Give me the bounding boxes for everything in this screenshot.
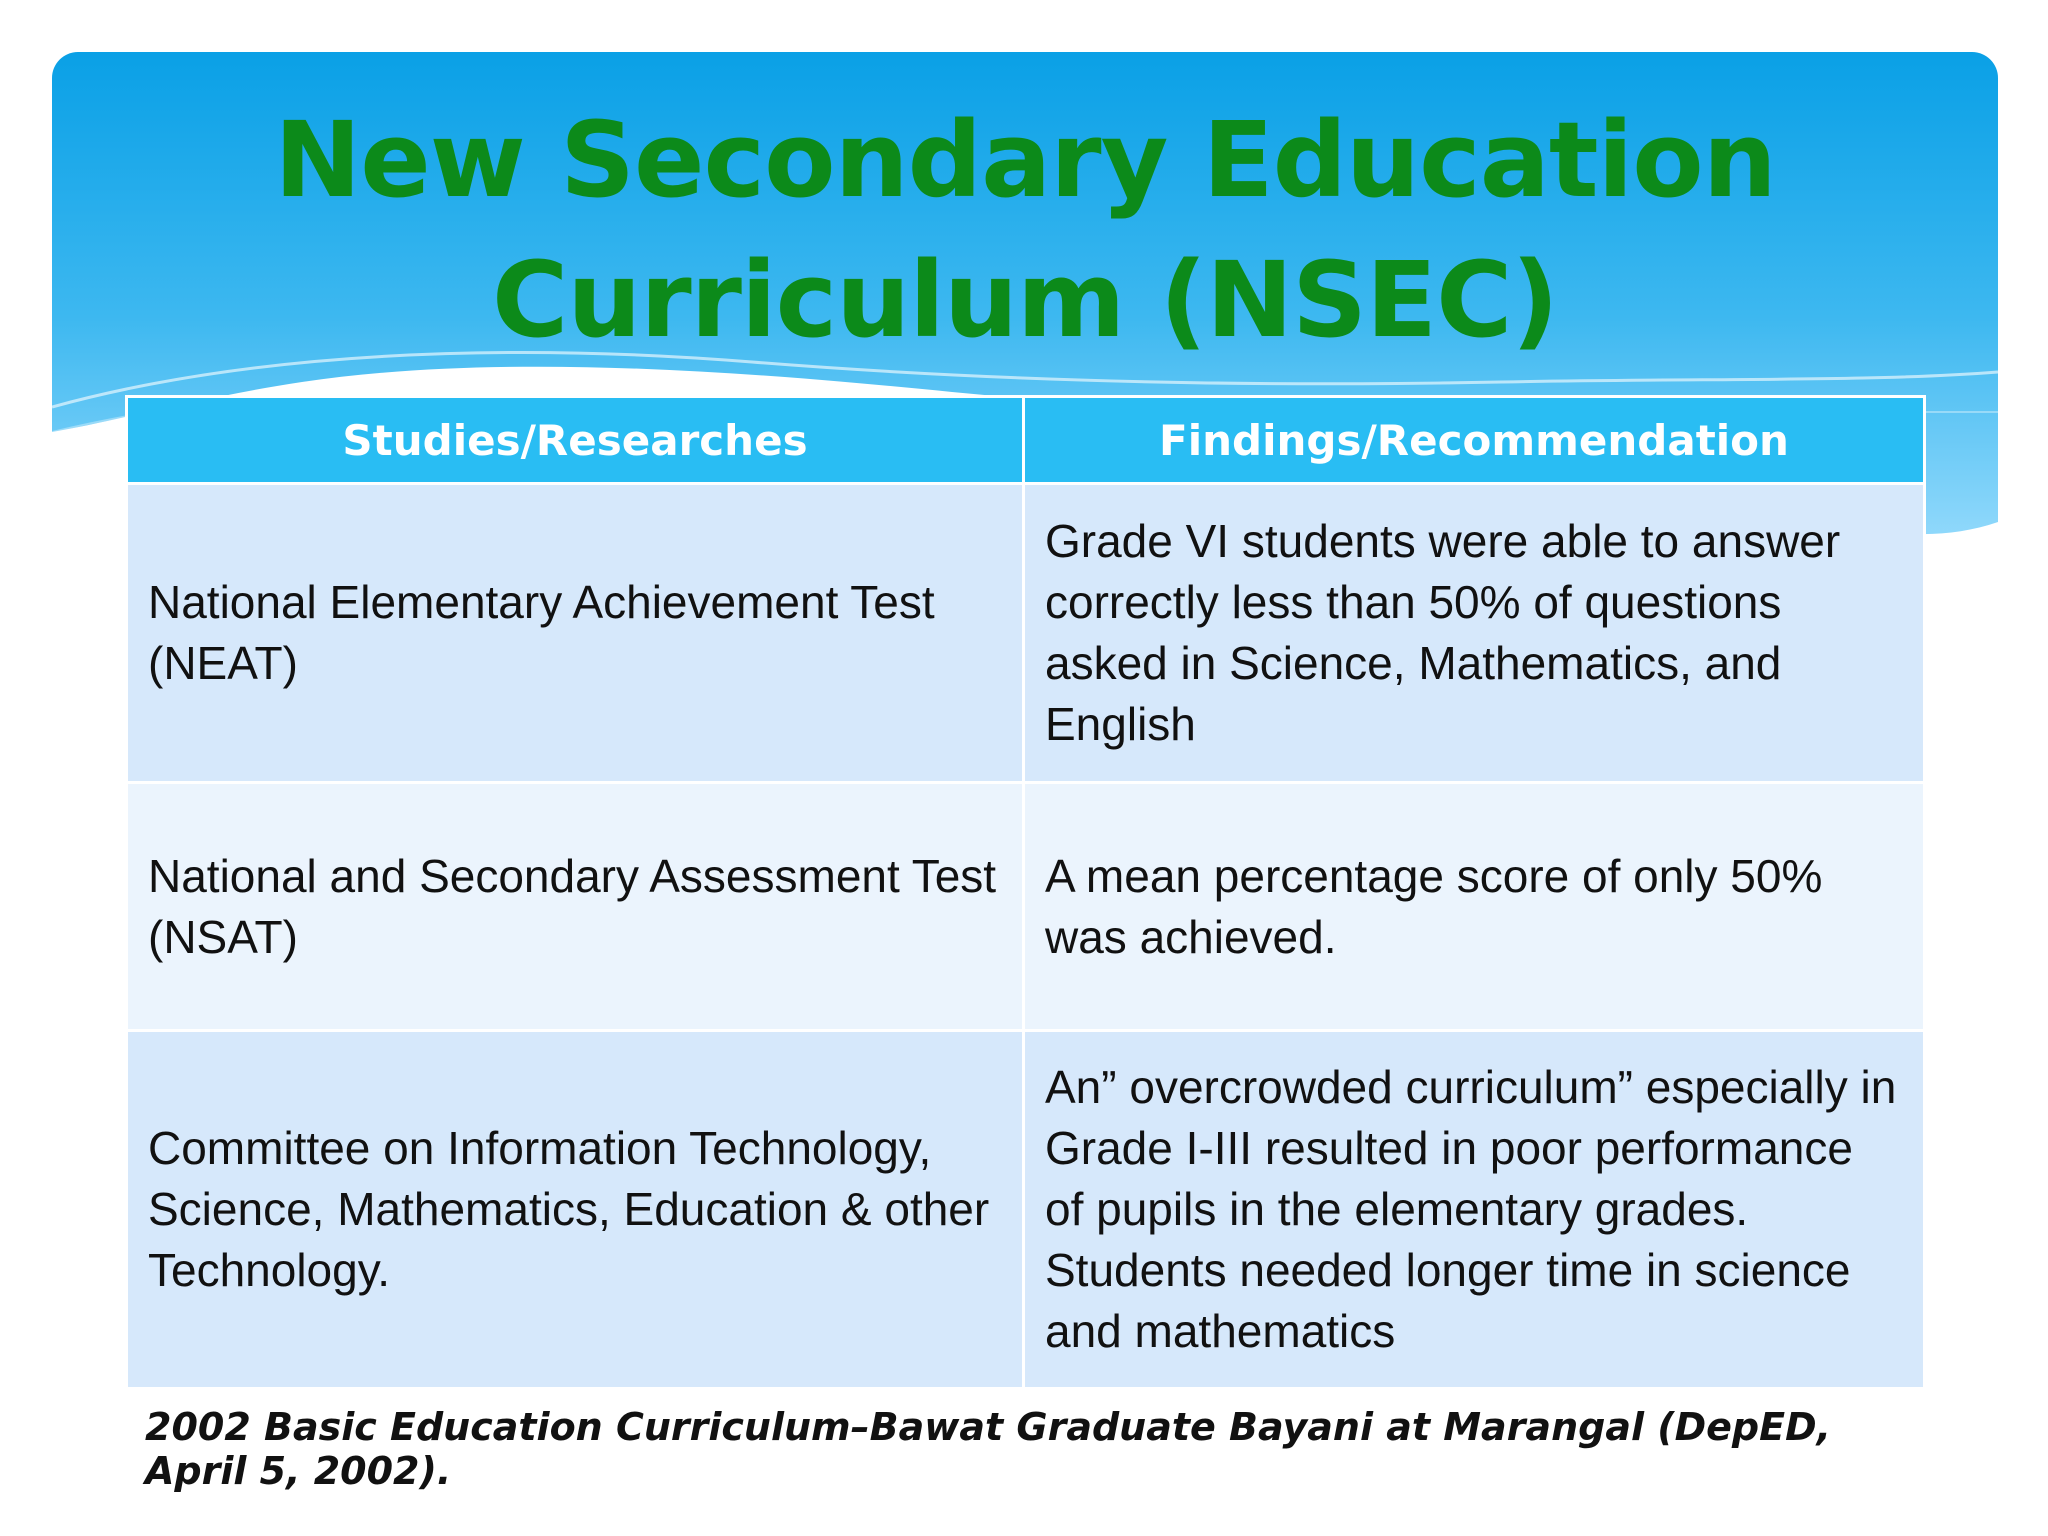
source-footnote: 2002 Basic Education Curriculum–Bawat Graduate Bayani at Marangal (DepED, April 5, 2002). bbox=[145, 1405, 1832, 1493]
finding-cell: An” overcrowded curriculum” especially in Grade I-III resulted in poor performance of pupils in the elementary grades. Students needed longer time in science and mathematics bbox=[1024, 1031, 1925, 1389]
title-line-2: Curriculum (NSEC) bbox=[492, 239, 1558, 361]
title-line-1: New Secondary Education bbox=[274, 99, 1776, 221]
table-row bbox=[127, 783, 1925, 1031]
table-header-row bbox=[127, 397, 1925, 484]
table-row bbox=[127, 1031, 1925, 1389]
table-row bbox=[127, 484, 1925, 783]
finding-cell: Grade VI students were able to answer correctly less than 50% of questions asked in Science, Mathematics, and English bbox=[1024, 484, 1925, 783]
study-cell: National Elementary Achievement Test (NEAT) bbox=[127, 484, 1024, 783]
study-cell: Committee on Information Technology, Science, Mathematics, Education & other Technology. bbox=[127, 1031, 1024, 1389]
studies-findings-table bbox=[125, 395, 1926, 1390]
column-header-studies: Studies/Researches bbox=[127, 397, 1024, 484]
slide-title bbox=[52, 90, 1998, 370]
study-cell: National and Secondary Assessment Test (NSAT) bbox=[127, 783, 1024, 1031]
finding-cell: A mean percentage score of only 50% was achieved. bbox=[1024, 783, 1925, 1031]
column-header-findings: Findings/Recommendation bbox=[1024, 397, 1925, 484]
